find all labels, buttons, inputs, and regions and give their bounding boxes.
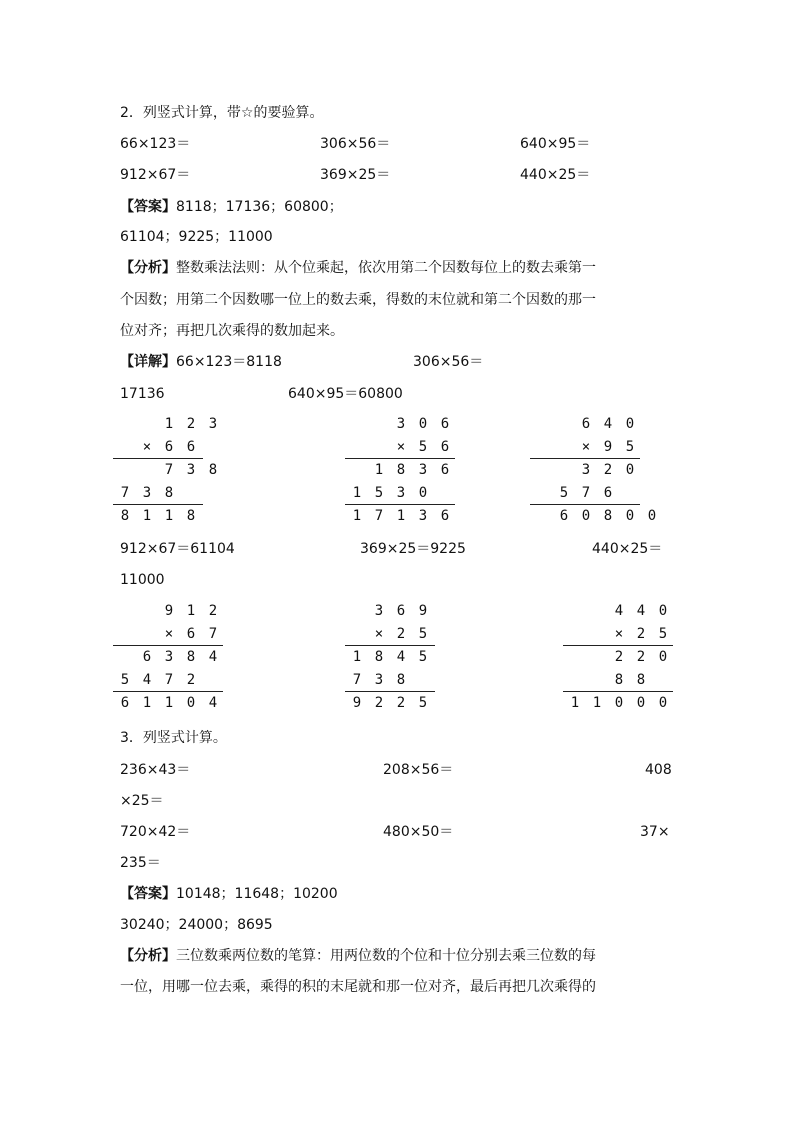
q3-analysis-tag: 【分析】: [120, 948, 176, 964]
vertical-calc-640x95: [530, 414, 657, 526]
digit: 8: [396, 672, 406, 688]
vertical-row: [113, 693, 223, 713]
vertical-row: [345, 437, 455, 457]
problem-3: 640×95＝: [520, 136, 591, 152]
digit: 1: [570, 695, 580, 711]
vertical-row: [345, 460, 455, 480]
digit: 3: [396, 416, 406, 432]
times-sign: ×: [374, 626, 384, 642]
digit: 2: [396, 626, 406, 642]
digit: 5: [418, 695, 428, 711]
digit: 3: [396, 485, 406, 501]
q3-problem-2: 208×56＝: [383, 762, 454, 778]
vertical-calc-440x25: [563, 601, 673, 713]
digit: 6: [581, 416, 591, 432]
separator-line: [345, 691, 435, 692]
q3-answer-values: 10148；11648；10200: [176, 886, 338, 902]
digit: 9: [418, 603, 428, 619]
q3-answer-values-2: 30240；24000；8695: [120, 917, 273, 933]
separator-line: [113, 691, 223, 692]
vertical-row: [345, 647, 435, 667]
vertical-row: [345, 624, 435, 644]
digit: 1: [164, 695, 174, 711]
detail-tag: 【详解】: [120, 354, 176, 370]
vertical-row: [345, 670, 435, 690]
vertical-row: [530, 506, 657, 526]
detail-eq-2-result: 17136: [120, 386, 165, 402]
times-sign: ×: [164, 626, 174, 642]
digit: 1: [396, 508, 406, 524]
separator-line: [530, 458, 640, 459]
digit: 0: [186, 695, 196, 711]
separator-line: [345, 645, 435, 646]
analysis-text-2: 个因数；用第二个因数哪一位上的数去乘，得数的末位就和第二个因数的那一: [120, 292, 596, 308]
digit: 0: [658, 649, 668, 665]
digit: 2: [636, 649, 646, 665]
q3-answer-tag: 【答案】: [120, 886, 176, 902]
vertical-row: [113, 647, 223, 667]
digit: 4: [603, 416, 613, 432]
digit: 3: [581, 462, 591, 478]
times-sign: ×: [396, 439, 406, 455]
digit: 7: [208, 626, 218, 642]
vertical-calc-912x67: [113, 601, 223, 713]
vertical-row: [113, 670, 223, 690]
digit: 5: [374, 485, 384, 501]
digit: 2: [396, 695, 406, 711]
digit: 8: [614, 672, 624, 688]
digit: 5: [418, 626, 428, 642]
detail-eq-6-result: 11000: [120, 572, 165, 588]
times-sign: ×: [581, 439, 591, 455]
digit: 2: [636, 626, 646, 642]
vertical-row: [113, 414, 218, 434]
detail-eq-5: 369×25＝9225: [360, 541, 466, 557]
answer-values-2: 61104；9225；11000: [120, 229, 273, 245]
digit: 1: [164, 508, 174, 524]
problem-1: 66×123＝: [120, 136, 191, 152]
digit: 7: [352, 672, 362, 688]
separator-line: [113, 645, 223, 646]
digit: 9: [603, 439, 613, 455]
digit: 6: [559, 508, 569, 524]
vertical-calc-369x25: [345, 601, 435, 713]
digit: 0: [636, 695, 646, 711]
problem-5: 369×25＝: [320, 167, 391, 183]
digit: 6: [186, 626, 196, 642]
vertical-calc-306x56: [345, 414, 455, 526]
digit: 4: [208, 649, 218, 665]
q3-problem-3b: ×25＝: [120, 793, 164, 809]
digit: 8: [603, 508, 613, 524]
digit: 7: [164, 462, 174, 478]
digit: 3: [164, 649, 174, 665]
vertical-row: [113, 460, 218, 480]
separator-line: [563, 691, 673, 692]
q3-answer-line: [120, 884, 338, 904]
digit: 2: [208, 603, 218, 619]
digit: 8: [208, 462, 218, 478]
q3-problem-1: 236×43＝: [120, 762, 191, 778]
digit: 5: [658, 626, 668, 642]
vertical-row: [345, 414, 455, 434]
digit: 3: [374, 603, 384, 619]
q3-problem-6b: 235＝: [120, 855, 161, 871]
digit: 6: [120, 695, 130, 711]
analysis-text-1: 整数乘法法则：从个位乘起，依次用第二个因数每位上的数去乘第一: [176, 260, 596, 276]
digit: 6: [440, 462, 450, 478]
digit: 7: [164, 672, 174, 688]
digit: 8: [186, 649, 196, 665]
digit: 2: [186, 416, 196, 432]
digit: 1: [186, 603, 196, 619]
detail-eq-4: 912×67＝61104: [120, 541, 235, 557]
digit: 2: [603, 462, 613, 478]
digit: 0: [625, 416, 635, 432]
vertical-row: [563, 601, 673, 621]
vertical-row: [563, 624, 673, 644]
vertical-row: [563, 693, 673, 713]
analysis-line: [120, 258, 596, 278]
problem-6: 440×25＝: [520, 167, 591, 183]
vertical-row: [345, 601, 435, 621]
vertical-row: [563, 670, 673, 690]
digit: 6: [396, 603, 406, 619]
analysis-text-3: 位对齐；再把几次乘得的数加起来。: [120, 323, 344, 339]
problem-4: 912×67＝: [120, 167, 191, 183]
digit: 8: [396, 462, 406, 478]
digit: 0: [647, 508, 657, 524]
digit: 7: [374, 508, 384, 524]
digit: 1: [592, 695, 602, 711]
q3-analysis-text-1: 三位数乘两位数的笔算：用两位数的个位和十位分别去乘三位数的每: [176, 948, 596, 964]
digit: 6: [440, 416, 450, 432]
vertical-row: [530, 414, 640, 434]
digit: 0: [418, 416, 428, 432]
vertical-row: [113, 506, 203, 526]
digit: 7: [120, 485, 130, 501]
vertical-row: [563, 647, 673, 667]
digit: 0: [581, 508, 591, 524]
separator-line: [113, 504, 203, 505]
digit: 1: [352, 485, 362, 501]
q3-problem-4: 720×42＝: [120, 824, 191, 840]
separator-line: [563, 645, 673, 646]
digit: 0: [418, 485, 428, 501]
separator-line: [345, 458, 455, 459]
problem-2: 306×56＝: [320, 136, 391, 152]
vertical-row: [113, 601, 223, 621]
detail-eq-3: 640×95＝60800: [288, 386, 403, 402]
separator-line: [345, 504, 455, 505]
q3-problem-6a: 37×: [640, 824, 670, 840]
digit: 1: [164, 416, 174, 432]
digit: 1: [352, 508, 362, 524]
digit: 3: [374, 672, 384, 688]
vertical-row: [530, 460, 640, 480]
digit: 5: [625, 439, 635, 455]
digit: 8: [186, 508, 196, 524]
detail-eq-6: 440×25＝: [592, 541, 663, 557]
digit: 5: [559, 485, 569, 501]
digit: 2: [186, 672, 196, 688]
digit: 6: [186, 439, 196, 455]
digit: 3: [418, 508, 428, 524]
digit: 3: [208, 416, 218, 432]
digit: 4: [142, 672, 152, 688]
detail-line: [120, 352, 282, 372]
vertical-row: [113, 624, 223, 644]
digit: 0: [625, 462, 635, 478]
vertical-row: [113, 483, 203, 503]
vertical-row: [530, 437, 640, 457]
q3-problem-5: 480×50＝: [383, 824, 454, 840]
digit: 4: [208, 695, 218, 711]
detail-eq-2: 306×56＝: [413, 354, 484, 370]
digit: 1: [142, 695, 152, 711]
digit: 8: [374, 649, 384, 665]
digit: 3: [418, 462, 428, 478]
vertical-row: [530, 483, 640, 503]
digit: 6: [603, 485, 613, 501]
digit: 5: [418, 439, 428, 455]
analysis-tag: 【分析】: [120, 260, 176, 276]
digit: 0: [658, 695, 668, 711]
digit: 3: [186, 462, 196, 478]
digit: 8: [164, 485, 174, 501]
digit: 6: [440, 508, 450, 524]
vertical-row: [113, 437, 203, 457]
q3-analysis-line: [120, 946, 596, 966]
digit: 5: [418, 649, 428, 665]
times-sign: ×: [614, 626, 624, 642]
digit: 1: [374, 462, 384, 478]
vertical-row: [345, 483, 455, 503]
vertical-row: [345, 506, 455, 526]
q3-problem-3a: 408: [645, 762, 672, 778]
q3-title: 3．列竖式计算。: [120, 730, 227, 746]
digit: 8: [120, 508, 130, 524]
digit: 6: [164, 439, 174, 455]
digit: 0: [658, 603, 668, 619]
answer-tag: 【答案】: [120, 199, 176, 215]
q2-title: 2．列竖式计算，带☆的要验算。: [120, 105, 324, 121]
digit: 9: [164, 603, 174, 619]
vertical-row: [345, 693, 435, 713]
digit: 3: [142, 485, 152, 501]
digit: 6: [142, 649, 152, 665]
answer-line: [120, 197, 343, 217]
digit: 4: [614, 603, 624, 619]
digit: 6: [440, 439, 450, 455]
digit: 1: [352, 649, 362, 665]
digit: 0: [614, 695, 624, 711]
separator-line: [530, 504, 640, 505]
digit: 4: [396, 649, 406, 665]
digit: 2: [374, 695, 384, 711]
detail-eq-1: 66×123＝8118: [176, 354, 282, 370]
digit: 7: [581, 485, 591, 501]
digit: 1: [142, 508, 152, 524]
digit: 8: [636, 672, 646, 688]
q3-analysis-text-2: 一位，用哪一位去乘，乘得的积的末尾就和那一位对齐，最后再把几次乘得的: [120, 979, 596, 995]
digit: 2: [614, 649, 624, 665]
answer-values: 8118；17136；60800；: [176, 199, 343, 215]
digit: 4: [636, 603, 646, 619]
digit: 9: [352, 695, 362, 711]
digit: 0: [625, 508, 635, 524]
digit: 5: [120, 672, 130, 688]
vertical-calc-66x123: [113, 414, 218, 526]
separator-line: [113, 458, 203, 459]
times-sign: ×: [142, 439, 152, 455]
